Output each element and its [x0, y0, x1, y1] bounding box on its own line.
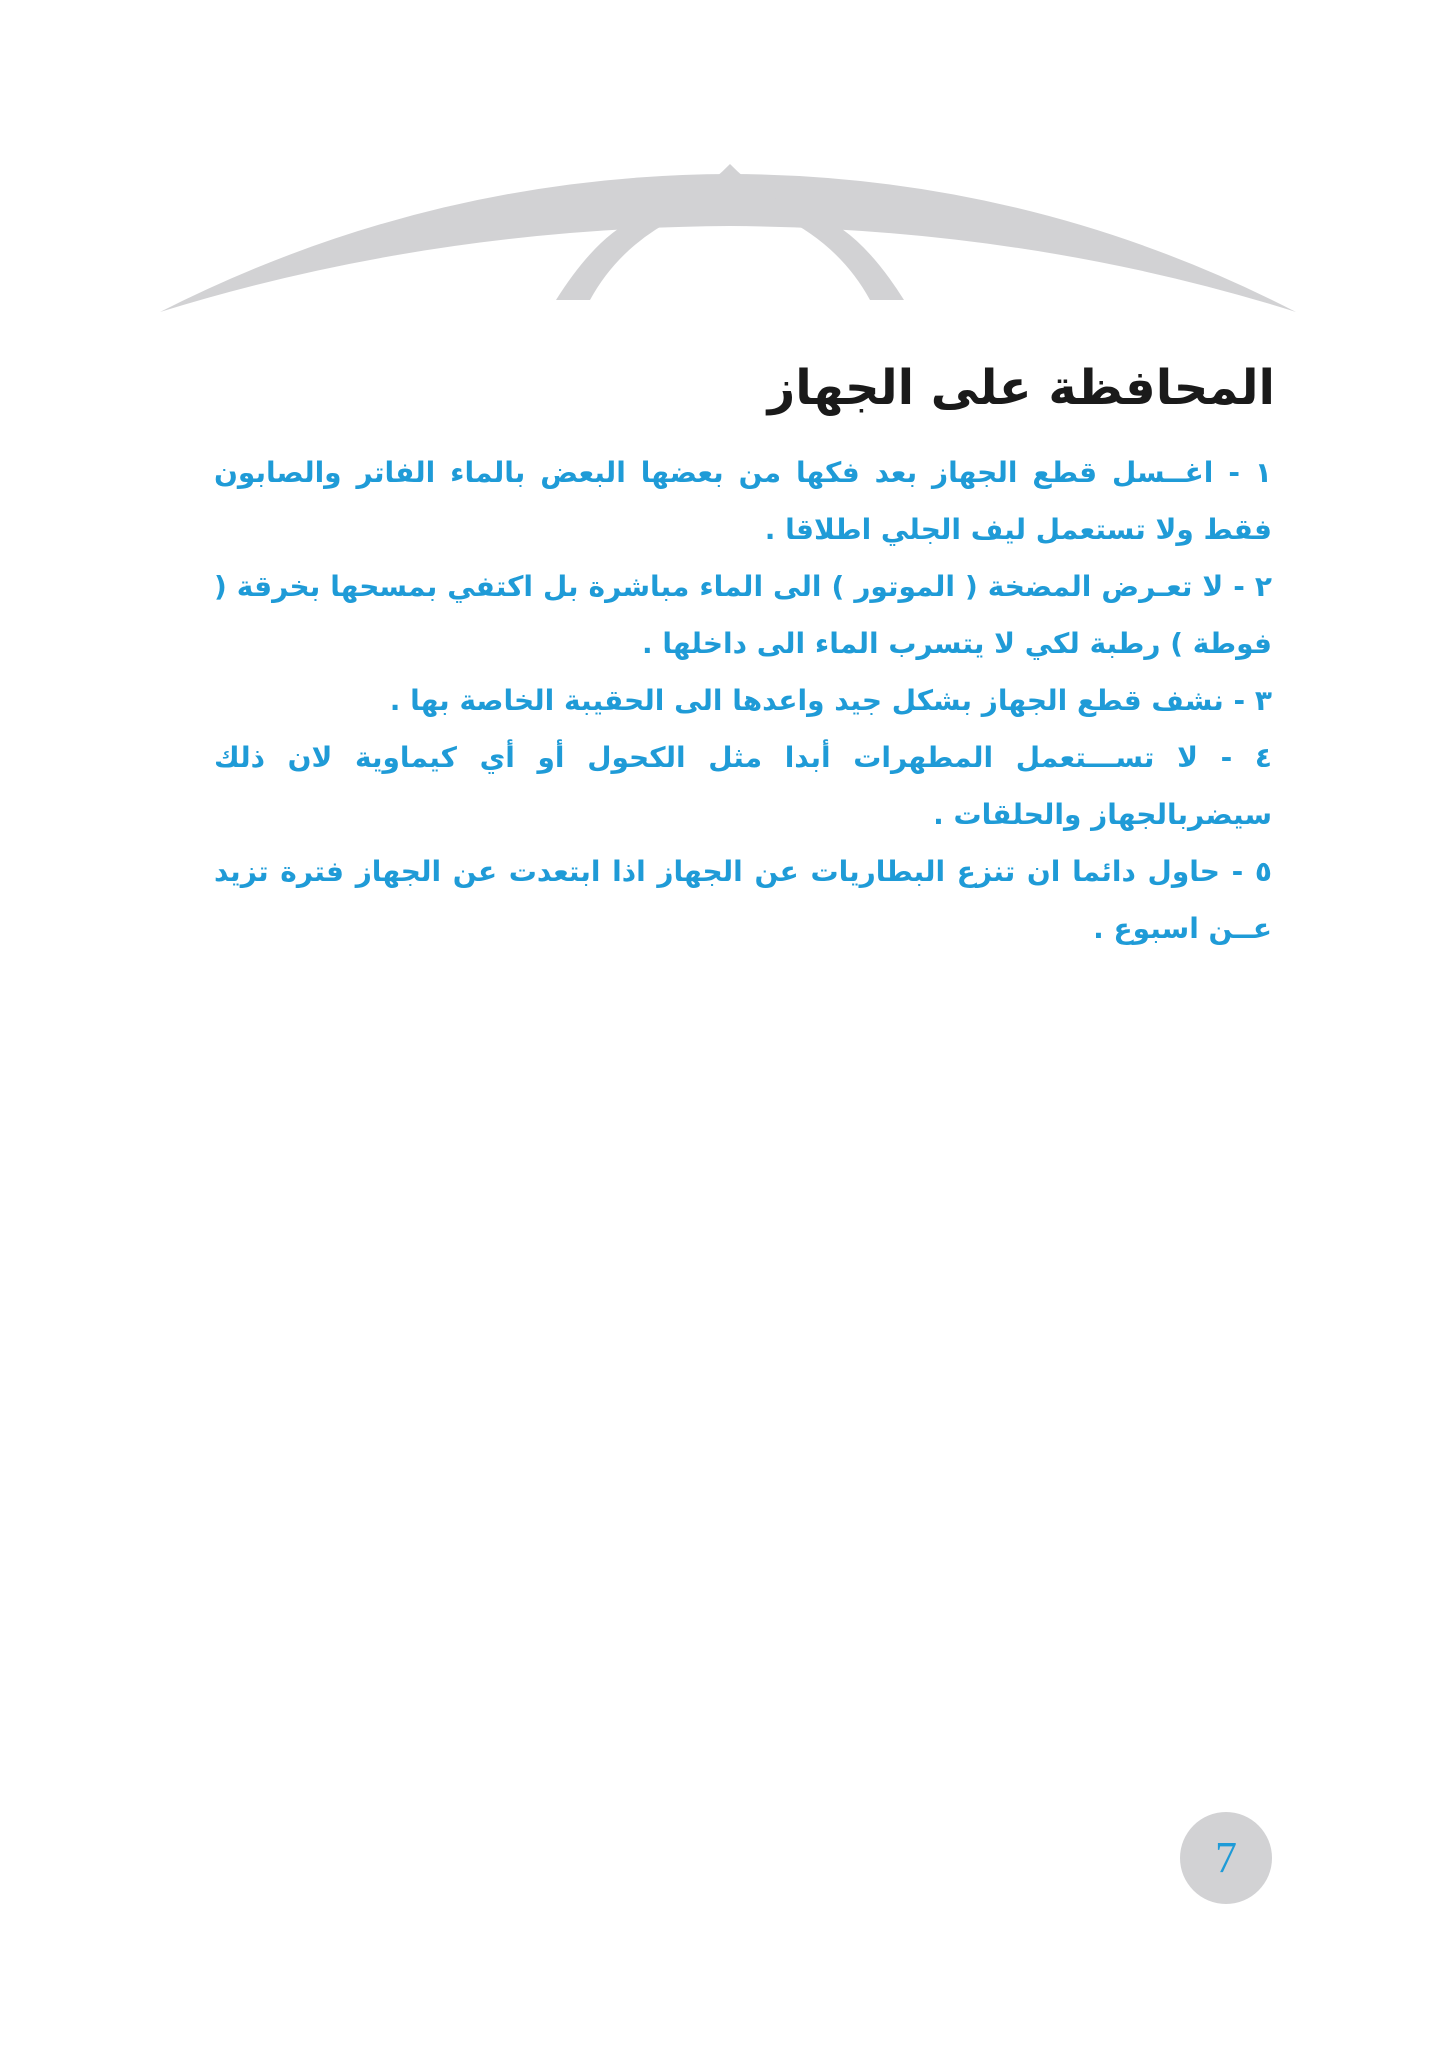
list-item: ٤ - لا تســـتعمل المطهرات أبدا مثل الكحول أو أي كيماوية لان ذلك سيضربالجهاز والحلقات . — [214, 741, 1272, 831]
list-item: ١ - اغــسل قطع الجهاز بعد فكها من بعضها البعض بالماء الفاتر والصابون فقط ولا تستعمل ليف الجلي اطلاقا . — [214, 456, 1272, 546]
page-number-badge — [1180, 1812, 1272, 1904]
page-number: 7 — [1215, 1833, 1237, 1882]
list-item: ٣ - نشف قطع الجهاز بشكل جيد واعدها الى الحقيبة الخاصة بها . — [389, 684, 1272, 717]
list-item: ٢ - لا تعـرض المضخة ( الموتور ) الى الماء مباشرة بل اكتفي بمسحها بخرقة ( فوطة ) رطبة لكي لا يتسرب الماء الى داخلها . — [214, 570, 1272, 660]
list-item: ٥ - حاول دائما ان تنزع البطاريات عن الجهاز اذا ابتعدت عن الجهاز فترة تزيد عــن اسبوع . — [214, 855, 1272, 945]
instructions-list — [214, 444, 1272, 957]
page-title: المحافظة على الجهاز — [767, 360, 1275, 416]
header-decoration — [0, 0, 1450, 330]
